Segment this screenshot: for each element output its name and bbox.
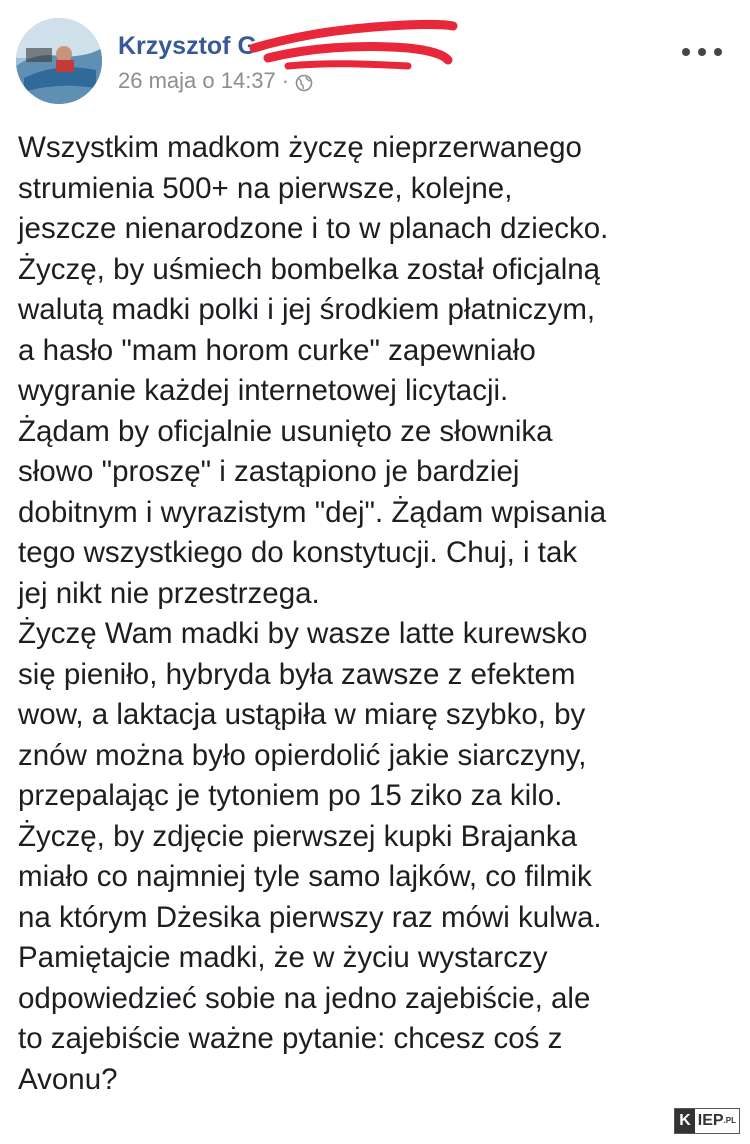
post-text-line: słowo "proszę" i zastąpiono je bardziej [18, 455, 520, 488]
post-text-line: wow, a laktacja ustąpiła w miarę szybko, by [18, 698, 586, 731]
post-text-line: Pamiętajcie madki, że w życiu wystarczy [18, 941, 548, 974]
post-text-line: a hasło "mam horom curke" zapewniało [18, 333, 536, 367]
post-meta [118, 68, 313, 94]
post-text-line: tego wszystkiego do konstytucji. Chuj, i tak [18, 536, 578, 569]
watermark-k: K [675, 1109, 695, 1133]
post-text-line: przepalając je tytoniem po 15 ziko za kilo. [18, 779, 563, 812]
more-dots-icon [682, 48, 690, 56]
post-text [18, 128, 738, 1100]
post-text-line: znów można było opierdolić jakie siarczyny, [18, 738, 587, 772]
site-watermark [674, 1108, 740, 1134]
post-text-line: Życzę Wam madki by wasze latte kurewsko [18, 617, 588, 650]
post-text-line: Wszystkim madkom życzę nieprzerwanego [18, 131, 582, 164]
post-text-line: Avonu? [18, 1062, 118, 1096]
watermark-text: IEP.PL [697, 1112, 736, 1129]
avatar[interactable] [16, 18, 102, 104]
post-text-line: na którym Dżesika pierwszy raz mówi kulwa. [18, 900, 602, 934]
avatar-photo [16, 18, 102, 104]
post-timestamp[interactable]: 26 maja o 14:37 [118, 68, 276, 93]
meta-separator: · [281, 68, 290, 93]
post-text-line: jej nikt nie przestrzega. [18, 576, 320, 610]
globe-icon [295, 72, 313, 90]
post-text-line: odpowiedzieć sobie na jedno zajebiście, ale [18, 981, 591, 1015]
post-text-line: Żądam by oficjalnie usunięto ze słownika [18, 414, 553, 448]
post-text-line: się pieniło, hybryda była zawsze z efektem [18, 657, 576, 691]
post-text-line: wygranie każdej internetowej licytacji. [18, 374, 509, 407]
post-text-line: jeszcze nienarodzone i to w planach dziecko. [18, 212, 609, 245]
author-name[interactable]: Krzysztof G [118, 32, 257, 60]
post-header [0, 0, 750, 110]
post-text-line: walutą madki polki i jej środkiem płatniczym, [18, 293, 596, 326]
post-text-line: to zajebiście ważne pytanie: chcesz coś z [18, 1022, 563, 1055]
post-text-line: strumienia 500+ na pierwsze, kolejne, [18, 171, 513, 205]
post-text-line: dobitnym i wyrazistym "dej". Żądam wpisania [18, 495, 607, 529]
more-options-button[interactable] [682, 40, 722, 64]
post-text-line: Życzę, by uśmiech bombelka został oficjalną [18, 252, 601, 286]
post-text-line: Życzę, by zdjęcie pierwszej kupki Brajanka [18, 819, 578, 853]
post-text-line: miało co najmniej tyle samo lajków, co filmik [18, 860, 592, 893]
